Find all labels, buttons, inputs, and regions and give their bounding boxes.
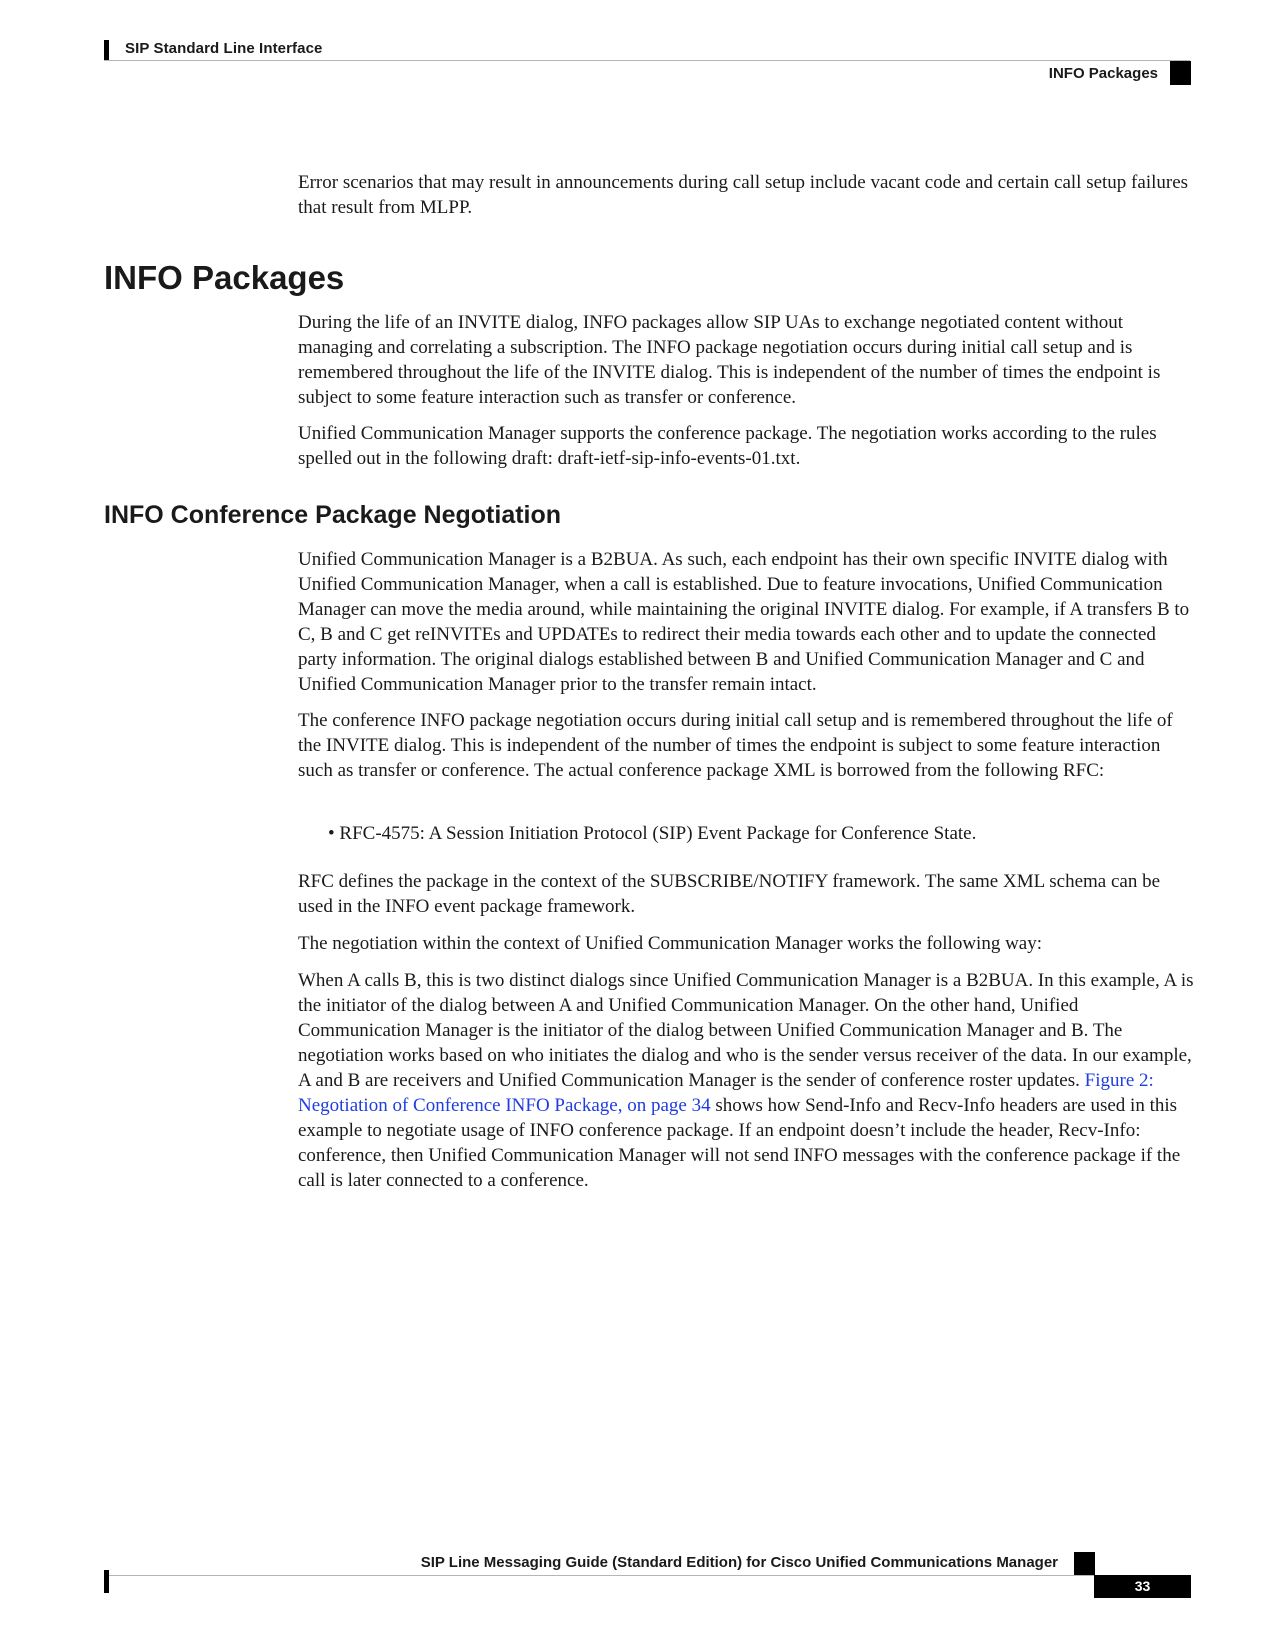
intro-paragraph: Error scenarios that may result in announcements during call setup include vacant code and certain call setup failures that result from MLPP. <box>298 172 1189 218</box>
subsection-heading: INFO Conference Package Negotiation <box>104 501 562 529</box>
header-left-bar <box>104 40 109 60</box>
paragraph-conference-package: Unified Communication Manager supports the conference package. The negotiation works according to the rules spelled out in the following draft: draft-ietf-sip-info-events-01.txt. <box>298 423 1157 469</box>
header-rule <box>104 60 1190 61</box>
paragraph-subscribe-notify: RFC defines the package in the context of the SUBSCRIBE/NOTIFY framework. The same XML schema can be used in the INFO event package framework. <box>298 871 1161 917</box>
paragraph-text-after-link: shows how Send-Info and Recv-Info headers are used in this example to negotiate usage of INFO conference package. If an endpoint doesn’t include the header, Recv-Info: conference, then Unified Communication Manager will not send INFO messages with the conference package if the call is later connected to a conference. <box>298 1095 1181 1191</box>
header-section-title: INFO Packages <box>1048 65 1158 82</box>
footer-guide-title: SIP Line Messaging Guide (Standard Edition) for Cisco Unified Communications Manager <box>420 1554 1058 1571</box>
footer-block <box>1074 1552 1095 1575</box>
paragraph-info-packages: During the life of an INVITE dialog, INFO packages allow SIP UAs to exchange negotiated content without managing and correlating a subscription. The INFO package negotiation occurs during initial call setup and is remembered throughout the life of the INVITE dialog. This is independent of the number of times the endpoint is subject to some feature interaction such as transfer or conference. <box>298 312 1161 408</box>
paragraph-negotiation-rfc: The conference INFO package negotiation occurs during initial call setup and is remembered throughout the life of the INVITE dialog. This is independent of the number of times the endpoint is subject to some feature interaction such as transfer or conference. The actual conference package XML is borrowed from the following RFC: <box>298 710 1173 781</box>
bullet-rfc-4575: • RFC-4575: A Session Initiation Protocol (SIP) Event Package for Conference State. <box>328 823 977 844</box>
header-right-block <box>1170 61 1191 85</box>
footer-rule <box>104 1575 1190 1576</box>
figure-2-link[interactable]: Figure 2: Negotiation of Conference INFO Package, on page 34 <box>298 1070 1154 1116</box>
page-number: 33 <box>1094 1575 1191 1598</box>
paragraph-when-a-calls-b <box>298 968 1196 1193</box>
header-chapter-title: SIP Standard Line Interface <box>125 40 323 57</box>
paragraph-text-before-link: When A calls B, this is two distinct dialogs since Unified Communication Manager is a B2BUA. In this example, A is the initiator of the dialog between A and Unified Communication Manager. On the other hand, Unified Communication Manager is the initiator of the dialog between Unified Communication Manager and B. The negotiation works based on who initiates the dialog and who is the sender versus receiver of the data. In our example, A and B are receivers and Unified Communication Manager is the sender of conference roster updates. <box>298 970 1194 1091</box>
paragraph-b2bua: Unified Communication Manager is a B2BUA. As such, each endpoint has their own specific INVITE dialog with Unified Communication Manager, when a call is established. Due to feature invocations, Unified Communication Manager can move the media around, while maintaining the original INVITE dialog. For example, if A transfers B to C, B and C get reINVITEs and UPDATEs to redirect their media towards each other and to update the connected party information. The original dialogs established between B and Unified Communication Manager and C and Unified Communication Manager prior to the transfer remain intact. <box>298 549 1190 695</box>
section-heading: INFO Packages <box>104 259 345 296</box>
footer-left-bar <box>104 1570 109 1593</box>
paragraph-negotiation-way: The negotiation within the context of Unified Communication Manager works the following way: <box>298 933 1043 954</box>
